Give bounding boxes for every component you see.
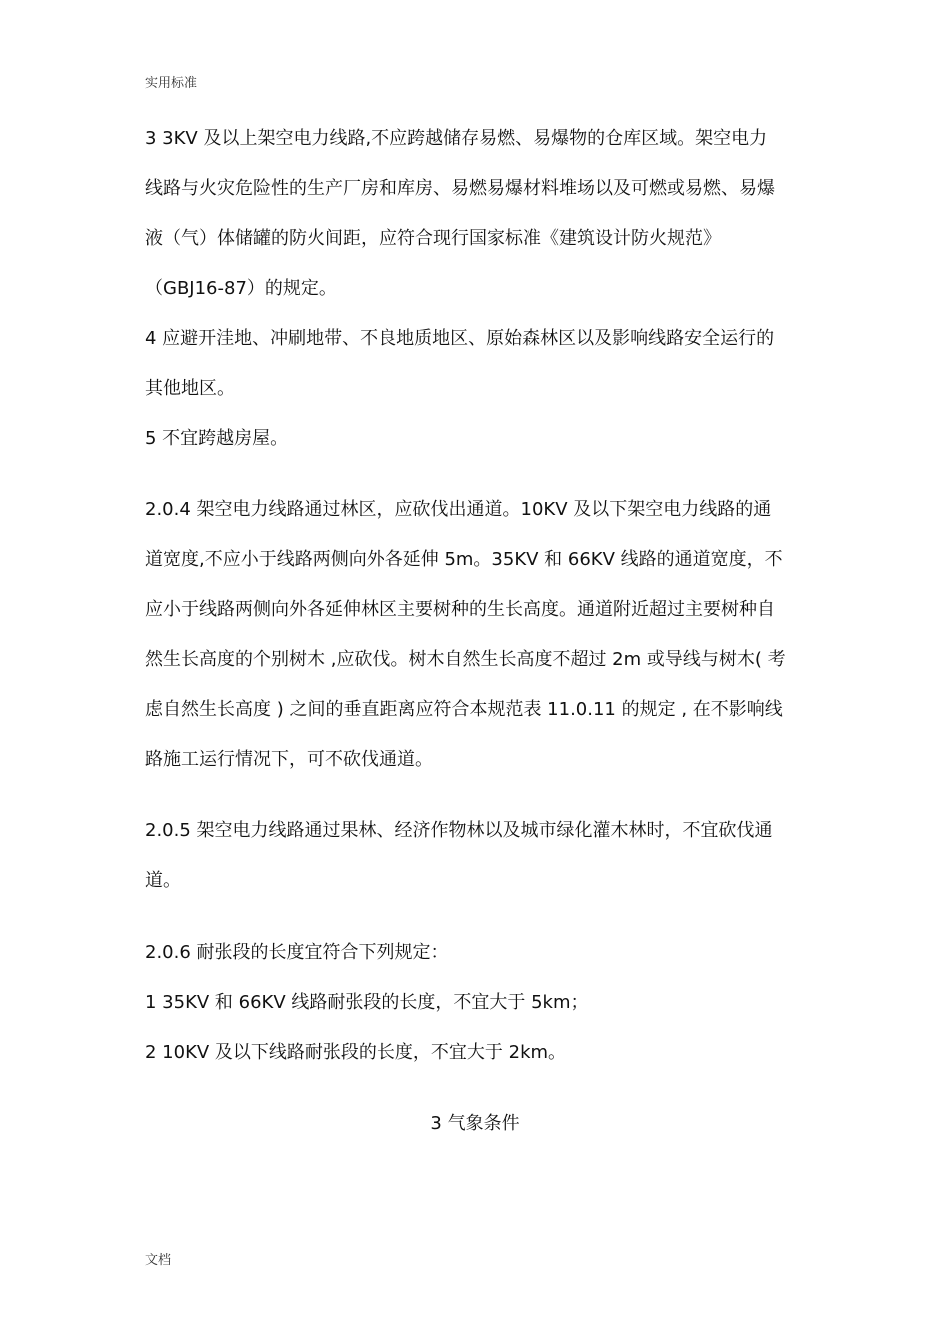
text-line: 虑自然生长高度 ) 之间的垂直距离应符合本规范表 11.0.11 的规定 , 在不影响线 xyxy=(145,699,783,720)
text-line: 3 3KV 及以上架空电力线路,不应跨越储存易燃、易爆物的仓库区域。架空电力 xyxy=(145,128,768,149)
text-line: 路施工运行情况下，可不砍伐通道。 xyxy=(145,749,433,770)
page-header: 实用标准 xyxy=(145,76,198,91)
text-line: 2.0.5 架空电力线路通过果林、经济作物林以及城市绿化灌木林时，不宜砍伐通 xyxy=(145,820,773,841)
text-line: 4 应避开洼地、冲刷地带、不良地质地区、原始森林区以及影响线路安全运行的 xyxy=(145,328,775,349)
text-line: 线路与火灾危险性的生产厂房和库房、易燃易爆材料堆场以及可燃或易燃、易爆 xyxy=(145,178,775,199)
text-line: 其他地区。 xyxy=(145,378,235,399)
text-line: 2.0.4 架空电力线路通过林区，应砍伐出通道。10KV 及以下架空电力线路的通 xyxy=(145,499,772,520)
text-line: 2.0.6 耐张段的长度宜符合下列规定： xyxy=(145,942,449,963)
text-line: 2 10KV 及以下线路耐张段的长度，不宜大于 2km。 xyxy=(145,1042,567,1063)
page-footer: 文档 xyxy=(145,1253,172,1268)
text-line: 然生长高度的个别树木 ,应砍伐。树木自然生长高度不超过 2m 或导线与树木( 考 xyxy=(145,649,786,670)
text-line: 道宽度,不应小于线路两侧向外各延伸 5m。35KV 和 66KV 线路的通道宽度，不 xyxy=(145,549,783,570)
text-line: 液（气）体储罐的防火间距，应符合现行国家标准《建筑设计防火规范》 xyxy=(145,228,721,249)
text-line: 1 35KV 和 66KV 线路耐张段的长度，不宜大于 5km； xyxy=(145,992,589,1013)
text-line: （GBJ16-87）的规定。 xyxy=(145,278,337,299)
text-line: 道。 xyxy=(145,870,181,891)
text-line: 应小于线路两侧向外各延伸林区主要树种的生长高度。通道附近超过主要树种自 xyxy=(145,599,775,620)
chapter-heading: 3 气象条件 xyxy=(430,1113,520,1134)
text-line: 5 不宜跨越房屋。 xyxy=(145,428,289,449)
